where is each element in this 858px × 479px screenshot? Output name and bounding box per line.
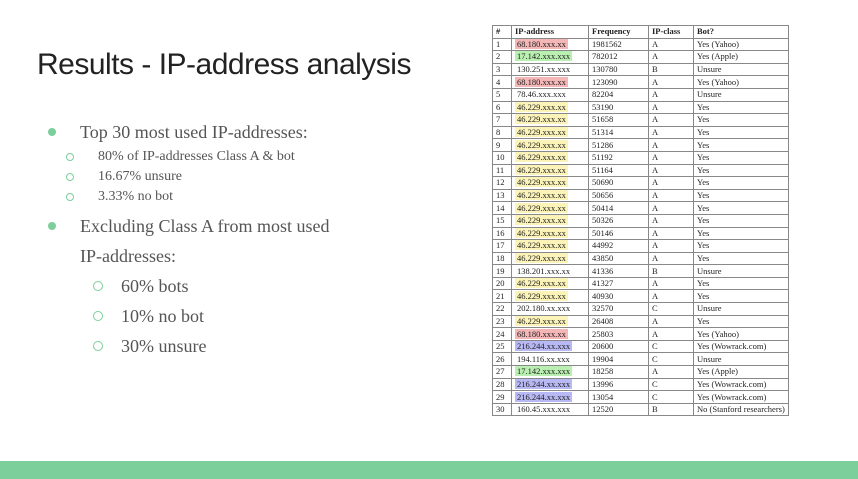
table-cell [512,353,589,366]
table-cell: 28 [493,378,512,391]
table-cell: Yes [694,151,789,164]
table-cell: 51286 [589,139,649,152]
table-cell: 7 [493,114,512,127]
table-cell: 51314 [589,126,649,139]
table-row [493,88,789,101]
ip-highlight: 194.116.xx.xxx [517,353,570,364]
table-cell [512,378,589,391]
ip-highlight: 46.229.xxx.xx [517,190,566,201]
table-cell [512,189,589,202]
ip-highlight: 46.229.xxx.xx [517,101,566,112]
bullet-dot-icon [48,128,56,136]
table-row [493,51,789,64]
ring-bullet-icon [93,311,103,321]
table-cell: C [649,303,694,316]
ip-highlight: 46.229.xxx.xx [517,114,566,125]
table-cell: 18258 [589,366,649,379]
table-cell [512,151,589,164]
table-cell: Yes [694,101,789,114]
table-cell: B [649,265,694,278]
table-row [493,101,789,114]
bullet-dot-icon [48,222,56,230]
table-row [493,277,789,290]
ip-highlight: 68.180.xxx.xx [517,38,566,49]
table-cell: 6 [493,101,512,114]
table-cell: A [649,252,694,265]
table-cell [512,315,589,328]
table-cell: 12 [493,177,512,190]
table-cell: B [649,63,694,76]
sub-bullet: 3.33% no bot [48,187,330,207]
table-cell: 3 [493,63,512,76]
table-cell: 23 [493,315,512,328]
table-cell [512,303,589,316]
table-cell [512,214,589,227]
ip-highlight: 160.45.xxx.xxx [517,404,571,415]
table-cell: 18 [493,252,512,265]
table-cell: A [649,315,694,328]
table-cell: 16 [493,227,512,240]
table-cell [512,240,589,253]
table-cell: 26 [493,353,512,366]
table-row [493,265,789,278]
table-cell: A [649,227,694,240]
table-cell: 2 [493,51,512,64]
table-cell: 9 [493,139,512,152]
table-cell: 14 [493,202,512,215]
table-cell: 26408 [589,315,649,328]
table-cell [512,101,589,114]
table-row [493,391,789,404]
table-cell: Yes (Yahoo) [694,328,789,341]
table-cell: A [649,101,694,114]
table-row [493,126,789,139]
ring-bullet-icon [66,153,74,161]
table-cell: 8 [493,126,512,139]
bullet-excluding-cont: IP-addresses: [80,246,176,266]
table-cell: 32570 [589,303,649,316]
table-cell: Unsure [694,63,789,76]
table-cell: A [649,328,694,341]
ip-highlight: 46.229.xxx.xx [517,127,566,138]
table-cell: 30 [493,403,512,416]
table-cell: A [649,139,694,152]
table-cell: 44992 [589,240,649,253]
table-row [493,38,789,51]
table-cell: 25803 [589,328,649,341]
table-cell: A [649,51,694,64]
ip-highlight: 46.229.xxx.xx [517,227,566,238]
table-cell [512,114,589,127]
table-row [493,227,789,240]
table-cell: 123090 [589,76,649,89]
table-cell: 50656 [589,189,649,202]
table-cell [512,177,589,190]
header-ip-class: IP-class [649,26,694,39]
ip-highlight: 46.229.xxx.xx [517,152,566,163]
table-cell: A [649,177,694,190]
table-cell: Yes [694,290,789,303]
table-cell: 130780 [589,63,649,76]
ip-highlight: 17.142.xxx.xxx [517,366,571,377]
table-cell: Yes [694,240,789,253]
table-cell: A [649,189,694,202]
table-cell [512,340,589,353]
table-cell: 51658 [589,114,649,127]
header-ip: IP-address [512,26,589,39]
ring-bullet-icon [66,173,74,181]
table-cell: No (Stanford researchers) [694,403,789,416]
table-cell: 17 [493,240,512,253]
table-cell: 13 [493,189,512,202]
table-cell: A [649,277,694,290]
table-cell: 20 [493,277,512,290]
table-cell [512,202,589,215]
table-cell: 51164 [589,164,649,177]
table-cell: 5 [493,88,512,101]
table-row [493,202,789,215]
table-cell [512,391,589,404]
table-cell: 27 [493,366,512,379]
bullet-list [48,117,330,361]
table-cell [512,63,589,76]
table-cell: 4 [493,76,512,89]
ip-highlight: 202.180.xx.xxx [517,303,571,314]
table-cell: 50146 [589,227,649,240]
table-cell: 15 [493,214,512,227]
table-cell: 782012 [589,51,649,64]
ip-highlight: 130.251.xx.xxx [517,64,571,75]
table-cell: Yes [694,202,789,215]
table-cell: 29 [493,391,512,404]
table-cell: Yes [694,189,789,202]
table-cell: A [649,240,694,253]
ip-highlight: 46.229.xxx.xx [517,202,566,213]
table-cell: Yes [694,177,789,190]
table-cell [512,76,589,89]
ip-highlight: 46.229.xxx.xx [517,315,566,326]
table-cell: 41336 [589,265,649,278]
ip-highlight: 216.244.xx.xxx [517,391,571,402]
table-header-row [493,26,789,39]
ip-highlight: 46.229.xxx.xx [517,215,566,226]
table-cell: Unsure [694,303,789,316]
bullet-excluding-text: Excluding Class A from most used [80,216,330,236]
table-row [493,378,789,391]
table-cell: 13996 [589,378,649,391]
table-cell [512,51,589,64]
table-cell [512,403,589,416]
table-cell: Yes (Yahoo) [694,76,789,89]
table-row [493,189,789,202]
table-cell: A [649,366,694,379]
table-cell: Yes [694,126,789,139]
table-cell: C [649,378,694,391]
table-cell [512,290,589,303]
table-row [493,315,789,328]
table-row [493,177,789,190]
table-cell: Yes (Wowrack.com) [694,378,789,391]
table-cell [512,88,589,101]
table-row [493,76,789,89]
table-body [493,38,789,416]
table-cell: 24 [493,328,512,341]
table-row [493,240,789,253]
table-cell: Yes [694,315,789,328]
table-cell: Unsure [694,88,789,101]
table-cell: A [649,76,694,89]
ip-highlight: 216.244.xx.xxx [517,341,571,352]
ip-highlight: 17.142.xxx.xxx [517,51,571,62]
ip-highlight: 46.229.xxx.xx [517,290,566,301]
table-cell: A [649,164,694,177]
table-cell [512,366,589,379]
ip-highlight: 68.180.xxx.xx [517,76,566,87]
table-cell: C [649,340,694,353]
table-row [493,63,789,76]
table-row [493,151,789,164]
table-cell [512,328,589,341]
table-cell: Unsure [694,353,789,366]
table-cell: 11 [493,164,512,177]
table-cell: Yes [694,214,789,227]
table-row [493,290,789,303]
ip-table [492,25,789,416]
table-cell: 19 [493,265,512,278]
table-row [493,252,789,265]
table-cell: 1981562 [589,38,649,51]
table-cell: Yes [694,227,789,240]
table-cell: Yes [694,277,789,290]
table-cell [512,277,589,290]
table-cell: A [649,214,694,227]
ip-highlight: 46.229.xxx.xx [517,278,566,289]
table-row [493,214,789,227]
table-row [493,114,789,127]
table-cell [512,252,589,265]
sub-bullet: 10% no bot [48,301,330,331]
table-cell: A [649,290,694,303]
sub-bullet: 16.67% unsure [48,167,330,187]
table-cell: A [649,151,694,164]
table-cell: 22 [493,303,512,316]
table-cell: 43850 [589,252,649,265]
table-cell: Yes [694,139,789,152]
table-cell [512,38,589,51]
table-cell: Yes [694,252,789,265]
table-cell: Yes (Yahoo) [694,38,789,51]
table-cell: 50326 [589,214,649,227]
table-cell: 13054 [589,391,649,404]
table-cell: 50414 [589,202,649,215]
table-row [493,366,789,379]
table-cell: 51192 [589,151,649,164]
ip-highlight: 46.229.xxx.xx [517,164,566,175]
table-cell [512,126,589,139]
ip-highlight: 46.229.xxx.xx [517,139,566,150]
bullet-excluding [48,211,330,241]
table-cell: B [649,403,694,416]
ring-bullet-icon [93,281,103,291]
table-cell: A [649,202,694,215]
table-cell: 1 [493,38,512,51]
table-cell [512,139,589,152]
table-cell: A [649,88,694,101]
footer-accent-bar [0,461,858,479]
ip-highlight: 78.46.xxx.xxx [517,89,566,100]
table-cell: 21 [493,290,512,303]
ip-highlight: 216.244.xx.xxx [517,378,571,389]
header-bot: Bot? [694,26,789,39]
table-cell: A [649,114,694,127]
slide-title: Results - IP-address analysis [37,48,411,81]
sub-bullet: 30% unsure [48,331,330,361]
ring-bullet-icon [93,341,103,351]
table-cell [512,164,589,177]
ip-highlight: 46.229.xxx.xx [517,240,566,251]
table-row [493,328,789,341]
table-cell: 10 [493,151,512,164]
table-cell: Unsure [694,265,789,278]
table-row [493,353,789,366]
ip-highlight: 46.229.xxx.xx [517,177,566,188]
header-num: # [493,26,512,39]
table-cell [512,265,589,278]
table-cell: 40930 [589,290,649,303]
table-cell: Yes (Wowrack.com) [694,391,789,404]
table-cell [512,227,589,240]
table-cell: 53190 [589,101,649,114]
table-row [493,403,789,416]
ip-highlight: 138.201.xxx.xx [517,265,571,276]
table-row [493,340,789,353]
table-cell: Yes (Apple) [694,51,789,64]
table-row [493,303,789,316]
table-row [493,164,789,177]
table-row [493,139,789,152]
table-cell: 50690 [589,177,649,190]
table-cell: 19904 [589,353,649,366]
ip-highlight: 68.180.xxx.xx [517,328,566,339]
table-cell: Yes [694,114,789,127]
table-cell: 25 [493,340,512,353]
table-cell: 12520 [589,403,649,416]
ip-highlight: 46.229.xxx.xx [517,252,566,263]
sub-bullet: 80% of IP-addresses Class A & bot [48,147,330,167]
bullet-top30 [48,117,330,147]
table-cell: Yes [694,164,789,177]
table-cell: Yes (Apple) [694,366,789,379]
table-cell: 20600 [589,340,649,353]
table-cell: A [649,126,694,139]
table-cell: C [649,391,694,404]
table-cell: Yes (Wowrack.com) [694,340,789,353]
header-frequency: Frequency [589,26,649,39]
table-cell: 82204 [589,88,649,101]
sub-bullet: 60% bots [48,271,330,301]
ring-bullet-icon [66,193,74,201]
table-cell: A [649,38,694,51]
table-cell: 41327 [589,277,649,290]
table-cell: C [649,353,694,366]
bullet-top30-text: Top 30 most used IP-addresses: [80,122,308,142]
